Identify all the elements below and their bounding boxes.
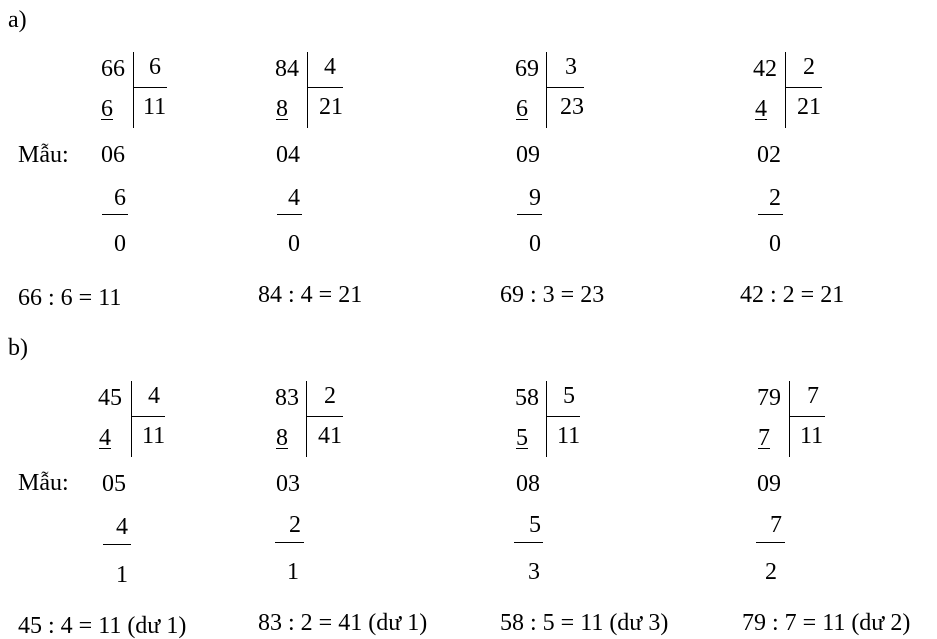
bring-down: 03: [276, 471, 300, 497]
division-vertical-bar: [133, 52, 134, 128]
remainder: 0: [529, 231, 541, 257]
subtraction-line: [514, 542, 543, 543]
first-subtrahend: 7: [758, 425, 770, 451]
subtraction-line: [756, 542, 785, 543]
division-vertical-bar: [307, 52, 308, 128]
part-a-label: a): [8, 7, 27, 33]
remainder: 2: [765, 559, 777, 585]
remainder: 3: [528, 559, 540, 585]
equation: 84 : 4 = 21: [258, 282, 363, 308]
bring-down: 02: [757, 142, 781, 168]
second-subtrahend: 9: [529, 185, 541, 211]
divisor: 2: [803, 54, 815, 80]
subtraction-line: [517, 214, 542, 215]
second-subtrahend: 6: [114, 185, 126, 211]
part-b-sample-label: Mẫu:: [18, 470, 69, 496]
second-subtrahend: 5: [529, 512, 541, 538]
divisor: 2: [324, 383, 336, 409]
division-horizontal-bar: [307, 87, 343, 88]
second-subtrahend: 7: [770, 512, 782, 538]
division-horizontal-bar: [785, 87, 822, 88]
equation: 79 : 7 = 11 (dư 2): [742, 610, 911, 636]
equation: 66 : 6 = 11: [18, 285, 122, 311]
first-subtrahend: 5: [516, 425, 528, 451]
divisor: 4: [324, 54, 336, 80]
divisor: 7: [807, 383, 819, 409]
division-vertical-bar: [546, 52, 547, 128]
first-subtrahend: 6: [101, 96, 113, 122]
quotient: 21: [319, 94, 343, 120]
subtraction-line: [102, 214, 128, 215]
quotient: 21: [797, 94, 821, 120]
division-vertical-bar: [789, 381, 790, 457]
division-horizontal-bar: [133, 87, 167, 88]
equation: 58 : 5 = 11 (dư 3): [500, 610, 669, 636]
divisor: 3: [565, 54, 577, 80]
second-subtrahend: 2: [289, 512, 301, 538]
equation: 45 : 4 = 11 (dư 1): [18, 613, 187, 639]
second-subtrahend: 4: [288, 185, 300, 211]
division-horizontal-bar: [131, 416, 165, 417]
dividend: 45: [98, 385, 122, 411]
remainder: 0: [114, 231, 126, 257]
division-horizontal-bar: [789, 416, 825, 417]
remainder: 1: [287, 559, 299, 585]
division-vertical-bar: [546, 381, 547, 457]
bring-down: 06: [101, 142, 125, 168]
bring-down: 04: [276, 142, 300, 168]
first-subtrahend: 4: [755, 96, 767, 122]
quotient: 11: [800, 423, 824, 449]
part-b-label: b): [8, 335, 28, 361]
quotient: 23: [560, 94, 584, 120]
divisor: 5: [563, 383, 575, 409]
remainder: 1: [116, 562, 128, 588]
divisor: 4: [148, 383, 160, 409]
dividend: 58: [515, 385, 539, 411]
bring-down: 05: [102, 471, 126, 497]
part-a-sample-label: Mẫu:: [18, 142, 69, 168]
bring-down: 08: [516, 471, 540, 497]
quotient: 11: [143, 94, 167, 120]
bring-down: 09: [757, 471, 781, 497]
first-subtrahend: 4: [99, 425, 111, 451]
division-vertical-bar: [785, 52, 786, 128]
equation: 42 : 2 = 21: [740, 282, 845, 308]
equation: 83 : 2 = 41 (dư 1): [258, 610, 428, 636]
dividend: 79: [757, 385, 781, 411]
remainder: 0: [288, 231, 300, 257]
dividend: 83: [275, 385, 299, 411]
divisor: 6: [149, 54, 161, 80]
second-subtrahend: 4: [116, 514, 128, 540]
division-vertical-bar: [131, 381, 132, 457]
division-horizontal-bar: [546, 416, 580, 417]
subtraction-line: [277, 214, 302, 215]
first-subtrahend: 6: [516, 96, 528, 122]
dividend: 42: [753, 56, 777, 82]
quotient: 11: [142, 423, 166, 449]
dividend: 69: [515, 56, 539, 82]
first-subtrahend: 8: [276, 425, 288, 451]
second-subtrahend: 2: [769, 185, 781, 211]
division-horizontal-bar: [306, 416, 343, 417]
quotient: 41: [318, 423, 342, 449]
subtraction-line: [275, 542, 304, 543]
first-subtrahend: 8: [276, 96, 288, 122]
bring-down: 09: [516, 142, 540, 168]
dividend: 66: [101, 56, 125, 82]
quotient: 11: [557, 423, 581, 449]
subtraction-line: [758, 214, 783, 215]
division-vertical-bar: [306, 381, 307, 457]
dividend: 84: [275, 56, 299, 82]
remainder: 0: [769, 231, 781, 257]
subtraction-line: [103, 544, 131, 545]
division-horizontal-bar: [546, 87, 584, 88]
equation: 69 : 3 = 23: [500, 282, 605, 308]
